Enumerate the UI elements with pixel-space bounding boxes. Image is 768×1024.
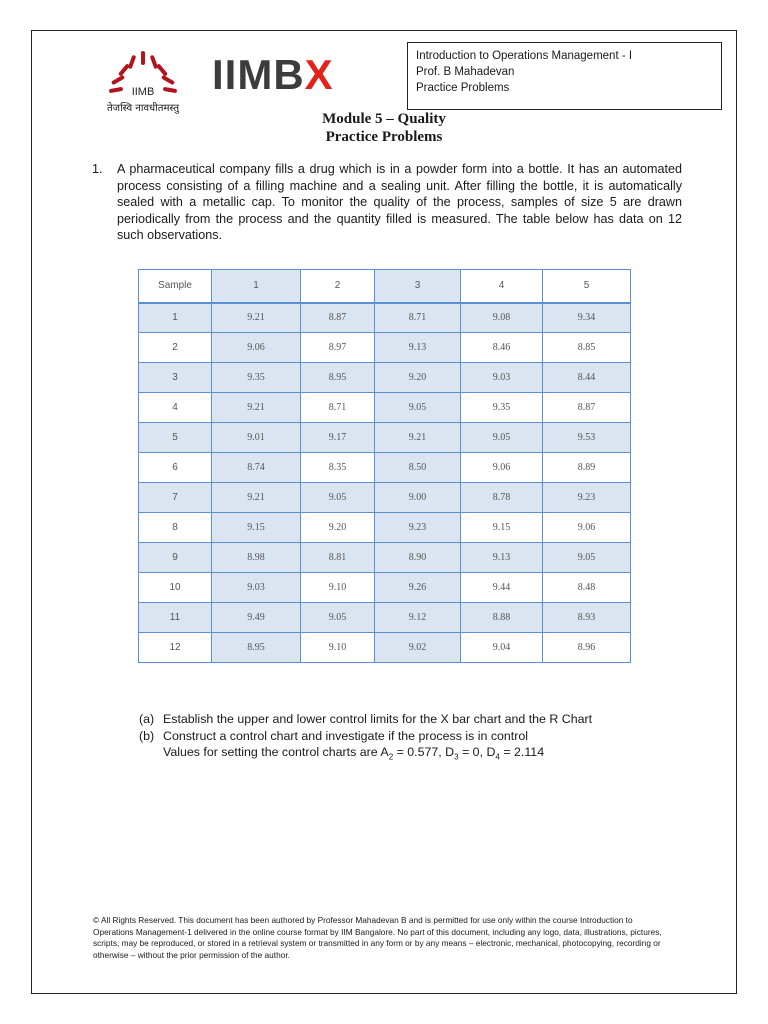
- table-row: [139, 303, 631, 333]
- measurement-cell: 9.23: [543, 483, 631, 513]
- measurement-cell: 9.53: [543, 423, 631, 453]
- d4-subscript: 4: [495, 752, 500, 762]
- measurement-cell: 8.87: [301, 303, 375, 333]
- measurement-cell: 9.05: [301, 483, 375, 513]
- measurement-cell: 8.46: [461, 333, 543, 363]
- d4-value: = 2.114: [499, 745, 545, 760]
- table-header-row: [139, 270, 631, 303]
- measurement-cell: 9.03: [212, 573, 301, 603]
- measurement-cell: 8.97: [301, 333, 375, 363]
- measurement-cell: 9.06: [461, 453, 543, 483]
- measurement-cell: 8.44: [543, 363, 631, 393]
- measurement-cell: 8.71: [375, 303, 461, 333]
- measurement-cell: 9.13: [461, 543, 543, 573]
- module-title: Module 5 – Quality: [322, 111, 446, 127]
- constants-prefix: Values for setting the control charts are A: [163, 745, 389, 760]
- measurement-cell: 9.17: [301, 423, 375, 453]
- measurement-cell: 8.87: [543, 393, 631, 423]
- measurement-cell: 8.85: [543, 333, 631, 363]
- sample-number-cell: 12: [139, 633, 212, 663]
- measurement-cell: 9.20: [375, 363, 461, 393]
- table-row: [139, 543, 631, 573]
- measurement-cell: 8.89: [543, 453, 631, 483]
- a2-subscript: 2: [388, 752, 394, 762]
- measurement-cell: 9.26: [375, 573, 461, 603]
- question-b-text: Construct a control chart and investigate if the process is in control: [163, 728, 529, 743]
- iimb-logo-text: IIMB: [131, 86, 155, 98]
- sample-number-cell: 7: [139, 483, 212, 513]
- measurement-cell: 9.02: [375, 633, 461, 663]
- measurement-cell: 8.74: [212, 453, 301, 483]
- measurement-cell: 9.49: [212, 603, 301, 633]
- question-a: [139, 711, 699, 728]
- sample-number-cell: 11: [139, 603, 212, 633]
- control-chart-constants: [139, 744, 699, 766]
- measurement-cell: 9.04: [461, 633, 543, 663]
- measurement-cell: 9.35: [212, 363, 301, 393]
- table-header-cell: 5: [543, 270, 631, 303]
- module-subtitle: Practice Problems: [325, 129, 443, 145]
- sample-number-cell: 5: [139, 423, 212, 453]
- measurement-cell: 8.35: [301, 453, 375, 483]
- measurement-cell: 9.21: [212, 303, 301, 333]
- problem-statement: [92, 161, 682, 244]
- measurement-cell: 9.21: [375, 423, 461, 453]
- measurement-cell: 8.78: [461, 483, 543, 513]
- questions: [139, 711, 699, 766]
- question-b-label: (b): [139, 728, 155, 743]
- sample-number-cell: 6: [139, 453, 212, 483]
- a2-value: = 0.577, D: [393, 745, 455, 760]
- sample-number-cell: 4: [139, 393, 212, 423]
- measurement-cell: 9.05: [301, 603, 375, 633]
- course-doc-type: Practice Problems: [416, 82, 510, 94]
- measurement-cell: 9.12: [375, 603, 461, 633]
- sample-number-cell: 2: [139, 333, 212, 363]
- problem-text: A pharmaceutical company fills a drug which is in a powder form into a bottle. It has an automated process consisting of a filling machine and a sealing unit. After filling the bottle, it is automatically sealed with a metallic cap. To monitor the quality of the process, samples of size 5 are drawn periodically from the process and the quantity filled is measured. The table below has data on 12 such observations.: [117, 162, 682, 243]
- measurement-cell: 9.05: [375, 393, 461, 423]
- course-professor: Prof. B Mahadevan: [416, 66, 515, 78]
- table-header-cell: 3: [375, 270, 461, 303]
- iimbx-logo-main: IIMB: [212, 51, 305, 98]
- d3-subscript: 3: [454, 752, 459, 762]
- iimbx-logo-x: X: [304, 51, 334, 98]
- measurement-cell: 9.10: [301, 633, 375, 663]
- observations-table: [138, 269, 631, 663]
- measurement-cell: 9.35: [461, 393, 543, 423]
- sample-number-cell: 8: [139, 513, 212, 543]
- measurement-cell: 8.50: [375, 453, 461, 483]
- table-header-cell: 1: [212, 270, 301, 303]
- course-name: Introduction to Operations Management - I: [416, 50, 633, 62]
- measurement-cell: 9.00: [375, 483, 461, 513]
- measurement-cell: 8.81: [301, 543, 375, 573]
- measurement-cell: 9.44: [461, 573, 543, 603]
- table-row: [139, 513, 631, 543]
- d3-value: = 0, D: [458, 745, 496, 760]
- table-row: [139, 573, 631, 603]
- sample-number-cell: 10: [139, 573, 212, 603]
- measurement-cell: 9.06: [212, 333, 301, 363]
- sample-number-cell: 9: [139, 543, 212, 573]
- measurement-cell: 8.93: [543, 603, 631, 633]
- measurement-cell: 8.90: [375, 543, 461, 573]
- table-header-cell: 2: [301, 270, 375, 303]
- problem-number: 1.: [92, 162, 103, 176]
- measurement-cell: 9.01: [212, 423, 301, 453]
- measurement-cell: 8.95: [212, 633, 301, 663]
- table-row: [139, 393, 631, 423]
- table-row: [139, 633, 631, 663]
- measurement-cell: 8.98: [212, 543, 301, 573]
- measurement-cell: 9.15: [461, 513, 543, 543]
- copyright-footer: © All Rights Reserved. This document has been authored by Professor Mahadevan B and is permitted for use only within the course Introduction to Operations Management-1 delivered in the online course format by IIM Bangalore. No part of this document, including any logo, data, illustrations, pictures, scripts, may be reproduced, or stored in a retrieval system or transmitted in any form or by any means – electronic, mechanical, photocopying, recording or otherwise – without the prior permission of the author.: [93, 915, 662, 960]
- measurement-cell: 9.10: [301, 573, 375, 603]
- measurement-cell: 9.21: [212, 393, 301, 423]
- measurement-cell: 9.08: [461, 303, 543, 333]
- table-row: [139, 363, 631, 393]
- table-header-cell: 4: [461, 270, 543, 303]
- sample-number-cell: 3: [139, 363, 212, 393]
- table-row: [139, 333, 631, 363]
- measurement-cell: 9.20: [301, 513, 375, 543]
- measurement-cell: 8.48: [543, 573, 631, 603]
- table-row: [139, 603, 631, 633]
- question-a-text: Establish the upper and lower control limits for the X bar chart and the R Chart: [163, 712, 593, 726]
- table-row: [139, 423, 631, 453]
- measurement-cell: 9.13: [375, 333, 461, 363]
- measurement-cell: 8.71: [301, 393, 375, 423]
- measurement-cell: 9.21: [212, 483, 301, 513]
- measurement-cell: 9.05: [461, 423, 543, 453]
- measurement-cell: 9.34: [543, 303, 631, 333]
- table-row: [139, 453, 631, 483]
- question-a-label: (a): [139, 712, 155, 726]
- question-b: [139, 728, 699, 745]
- table-row: [139, 483, 631, 513]
- measurement-cell: 9.23: [375, 513, 461, 543]
- measurement-cell: 9.15: [212, 513, 301, 543]
- measurement-cell: 8.88: [461, 603, 543, 633]
- measurement-cell: 9.05: [543, 543, 631, 573]
- iimbx-logo: [212, 52, 334, 98]
- measurement-cell: 9.03: [461, 363, 543, 393]
- course-info-box: [407, 42, 722, 110]
- measurement-cell: 9.06: [543, 513, 631, 543]
- table-header-cell: Sample: [139, 270, 212, 303]
- sample-number-cell: 1: [139, 303, 212, 333]
- iimb-emblem-icon: [103, 50, 183, 98]
- measurement-cell: 8.96: [543, 633, 631, 663]
- measurement-cell: 8.95: [301, 363, 375, 393]
- iimb-motto: तेजस्वि नावधीतमस्तु: [106, 103, 180, 114]
